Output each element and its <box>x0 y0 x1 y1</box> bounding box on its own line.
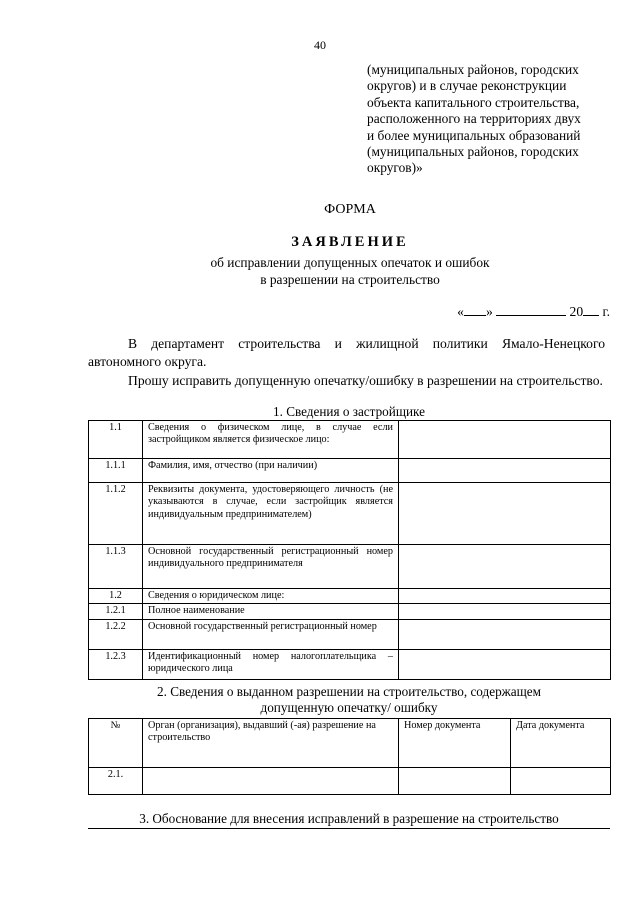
day-field[interactable] <box>464 303 486 316</box>
row-label: Идентификационный номер налогоплательщика – юридического лица <box>143 649 399 679</box>
continuation-line: и более муниципальных образований <box>367 127 581 143</box>
row-label: Основной государственный регистрационный номер индивидуального предпринимателя <box>143 545 399 589</box>
permit-info-table <box>88 718 611 795</box>
table-row <box>89 619 611 649</box>
table-row <box>89 649 611 679</box>
row-value-cell[interactable] <box>399 421 611 459</box>
table-row <box>89 545 611 589</box>
continuation-line: объекта капитального строительства, <box>367 94 580 110</box>
row-number: 1.2 <box>89 589 143 604</box>
row-number: 1.2.1 <box>89 604 143 619</box>
table-row <box>89 421 611 459</box>
row-number: 1.1 <box>89 421 143 459</box>
column-header-organ: Орган (организация), выдавший (-ая) разрешение на строительство <box>143 719 399 768</box>
continuation-line: расположенного на территориях двух <box>367 111 581 127</box>
continuation-line: (муниципальных районов, городских <box>367 144 579 160</box>
column-header-number: № <box>89 719 143 768</box>
row-value-cell[interactable] <box>399 545 611 589</box>
document-title: ЗАЯВЛЕНИЕ <box>291 234 409 250</box>
column-header-doc-date: Дата документа <box>511 719 611 768</box>
year-field[interactable] <box>583 303 599 316</box>
paragraph-text: Прошу исправить допущенную опечатку/ошибку в разрешении на строительство. <box>128 373 603 388</box>
row-value-cell[interactable] <box>399 483 611 545</box>
row-label: Основной государственный регистрационный номер <box>143 619 399 649</box>
table-row <box>89 459 611 483</box>
continuation-line: округов) и в случае реконструкции <box>367 78 567 94</box>
row-value-cell[interactable] <box>399 649 611 679</box>
organ-cell[interactable] <box>143 768 399 795</box>
date-close-quote: » <box>485 304 493 319</box>
table-header-row <box>89 719 611 768</box>
doc-number-cell[interactable] <box>399 768 511 795</box>
row-label: Сведения о юридическом лице: <box>143 589 399 604</box>
section2-title-line: 2. Сведения о выданном разрешении на строительство, содержащем <box>157 684 541 699</box>
section3-title: 3. Обоснование для внесения исправлений в разрешение на строительство <box>139 811 559 826</box>
developer-info-table <box>88 420 611 680</box>
document-subtitle <box>0 254 640 288</box>
row-number: 1.2.2 <box>89 619 143 649</box>
month-field[interactable] <box>496 303 566 316</box>
row-number: 2.1. <box>89 768 143 795</box>
date-line <box>457 303 610 320</box>
page-number: 40 <box>314 38 326 52</box>
paragraph-addressee <box>88 335 605 371</box>
form-label: ФОРМА <box>324 202 376 217</box>
paragraph-request <box>88 372 605 390</box>
table-row <box>89 483 611 545</box>
row-value-cell[interactable] <box>399 589 611 604</box>
section2-title <box>88 684 610 716</box>
row-label: Сведения о физическом лице, в случае если застройщиком является физическое лицо: <box>143 421 399 459</box>
section2-title-line: допущенную опечатку/ ошибку <box>260 700 438 715</box>
row-label: Реквизиты документа, удостоверяющего личность (не указываются в случае, если застройщик является индивидуальным предпринимателем) <box>143 483 399 545</box>
continuation-line: (муниципальных районов, городских <box>367 62 579 77</box>
table-row <box>89 589 611 604</box>
heading-continuation <box>367 62 610 177</box>
date-open-quote: « <box>457 304 464 319</box>
subtitle-line: в разрешении на строительство <box>260 272 440 287</box>
row-value-cell[interactable] <box>399 619 611 649</box>
continuation-line: округов)» <box>367 160 423 176</box>
year-prefix: 20 <box>569 304 584 319</box>
section1-title: 1. Сведения о застройщике <box>273 404 425 419</box>
paragraph-text: В департамент строительства и жилищной политики Ямало-Ненецкого автономного округа. <box>88 336 605 369</box>
row-number: 1.1.1 <box>89 459 143 483</box>
row-value-cell[interactable] <box>399 459 611 483</box>
doc-date-cell[interactable] <box>511 768 611 795</box>
column-header-doc-number: Номер документа <box>399 719 511 768</box>
section3-divider <box>88 828 610 829</box>
row-label: Фамилия, имя, отчество (при наличии) <box>143 459 399 483</box>
row-number: 1.1.3 <box>89 545 143 589</box>
year-suffix: г. <box>602 304 610 319</box>
row-value-cell[interactable] <box>399 604 611 619</box>
row-label: Полное наименование <box>143 604 399 619</box>
row-number: 1.2.3 <box>89 649 143 679</box>
table-row <box>89 768 611 795</box>
row-number: 1.1.2 <box>89 483 143 545</box>
table-row <box>89 604 611 619</box>
subtitle-line: об исправлении допущенных опечаток и ошибок <box>210 255 490 270</box>
